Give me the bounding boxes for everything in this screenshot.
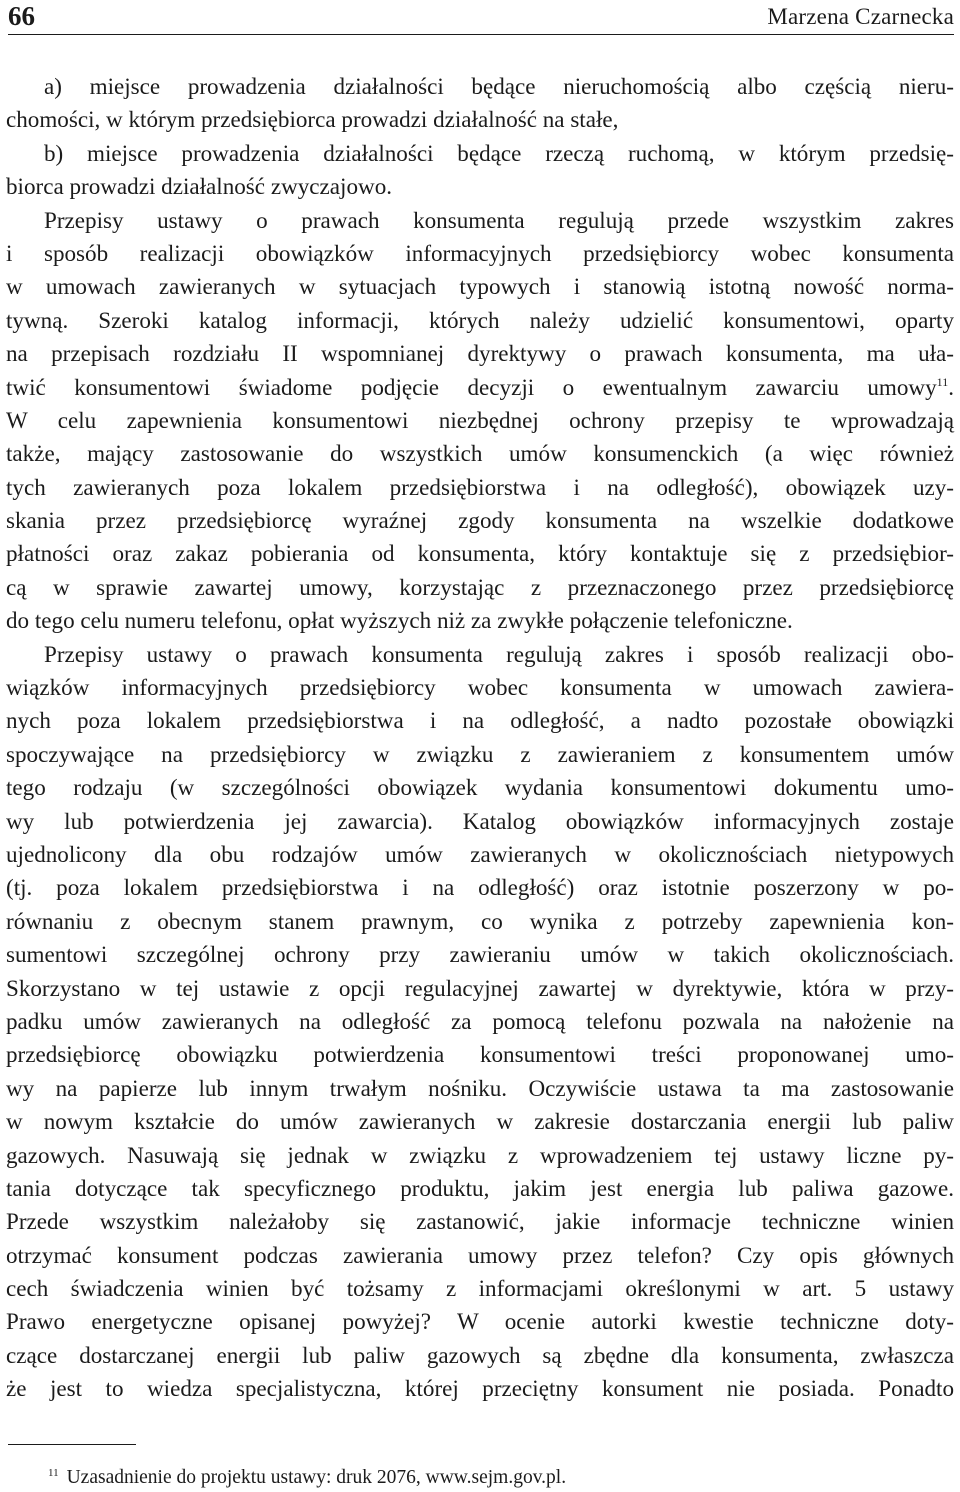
text-line [6, 537, 954, 570]
text-line-content: równaniu z obecnym stanem prawnym, co wynika z potrzeby zapewnienia kon- [6, 907, 954, 934]
footnote [48, 1461, 566, 1490]
text-line-content: sumentowi szczególnej ochrony przy zawieraniu umów w takich okolicznościach. [6, 941, 954, 968]
text-line [6, 404, 954, 437]
text-line-content: (tj. poza lokalem przedsiębiorstwa i na odległość) oraz istotnie poszerzony w po- [6, 874, 954, 901]
text-line [6, 571, 954, 604]
text-line [6, 871, 954, 904]
footnote-reference: 11 [936, 374, 949, 389]
text-line [6, 371, 954, 404]
text-line [6, 905, 954, 938]
text-line [6, 504, 954, 537]
text-line [6, 70, 954, 103]
text-line [6, 1072, 954, 1105]
text-line-content: przedsiębiorcę obowiązku potwierdzenia konsumentowi treści proponowanej umo- [6, 1041, 954, 1068]
text-line [6, 1139, 954, 1172]
text-line [6, 170, 954, 203]
text-line-content: że jest to wiedza specjalistyczna, której przeciętny konsument nie posiada. Ponadto [6, 1375, 954, 1402]
text-line [6, 1105, 954, 1138]
text-line [6, 204, 954, 237]
text-line-content: Przepisy ustawy o prawach konsumenta regulują przede wszystkim zakres [44, 206, 954, 233]
text-line-content: w umowach zawieranych w sytuacjach typowych i stanowią istotną nowość norma- [6, 273, 954, 300]
text-line [6, 638, 954, 671]
text-line [6, 1339, 954, 1372]
text-line-content: czące dostarczanej energii lub paliw gazowych są zbędne dla konsumenta, zwłaszcza [6, 1341, 954, 1368]
text-line-content: gazowych. Nasuwają się jednak w związku z wprowadzeniem tej ustawy liczne py- [6, 1141, 954, 1168]
text-line-content: twić konsumentowi świadome podjęcie decyzji o ewentualnym zawarciu umowy [6, 373, 937, 400]
text-line-content: chomości, w którym przedsiębiorca prowadzi działalność na stałe, [6, 106, 619, 133]
text-line-content: tania dotyczące tak specyficznego produktu, jakim jest energia lub paliwa gazowe. [6, 1174, 954, 1201]
text-line [6, 1305, 954, 1338]
text-line-content: nych poza lokalem przedsiębiorstwa i na odległość, a nadto pozostałe obowiązki [6, 707, 954, 734]
text-line [6, 1038, 954, 1071]
text-line [6, 671, 954, 704]
text-line [6, 270, 954, 303]
text-line [6, 103, 954, 136]
text-line [6, 1005, 954, 1038]
text-line-content: tego rodzaju (w szczególności obowiązek wydania konsumentowi dokumentu umo- [6, 774, 954, 801]
text-line-content: i sposób realizacji obowiązków informacyjnych przedsiębiorcy wobec konsumenta [6, 239, 954, 266]
text-line-content: otrzymać konsument podczas zawierania umowy przez telefon? Czy opis głównych [6, 1241, 954, 1268]
text-line [6, 1272, 954, 1305]
text-line-content: Skorzystano w tej ustawie z opcji regulacyjnej zawartej w dyrektywie, która w przy- [6, 974, 954, 1001]
text-line [6, 237, 954, 270]
text-line-tail: . [948, 373, 954, 400]
page-header [8, 0, 954, 35]
text-line-content: wy na papierze lub innym trwałym nośniku. Oczywiście ustawa ta ma zastosowanie [6, 1074, 954, 1101]
text-line-content: cą w sprawie zawartej umowy, korzystając z przeznaczonego przez przedsiębiorcę [6, 573, 954, 600]
text-line-content: Prawo energetyczne opisanej powyżej? W ocenie autorki kwestie techniczne doty- [6, 1308, 954, 1335]
text-line-content: a) miejsce prowadzenia działalności będące nieruchomością albo częścią nieru- [44, 73, 954, 99]
text-line-content: ujednolicony dla obu rodzajów umów zawieranych w okolicznościach nietypowych [6, 840, 954, 867]
text-line-content: biorca prowadzi działalność zwyczajowo. [6, 173, 393, 200]
text-line-content: do tego celu numeru telefonu, opłat wyższych niż za zwykłe połączenie telefoniczne. [6, 607, 793, 634]
text-line [6, 337, 954, 370]
text-line [6, 938, 954, 971]
text-line-content: Przede wszystkim należałoby się zastanowić, jakie informacje techniczne winien [6, 1208, 954, 1235]
text-line-content: padku umów zawieranych na odległość za pomocą telefonu pozwala na nałożenie na [6, 1007, 954, 1034]
text-line-content: tywną. Szeroki katalog informacji, których należy udzielić konsumentowi, oparty [6, 306, 954, 333]
body-text [6, 70, 954, 1406]
running-head-author: Marzena Czarnecka [767, 4, 954, 29]
text-line [6, 1239, 954, 1272]
text-line [6, 972, 954, 1005]
text-line [6, 304, 954, 337]
text-line [6, 137, 954, 170]
text-line [6, 1205, 954, 1238]
text-line [6, 704, 954, 737]
text-line [6, 1372, 954, 1405]
text-line-content: także, mający zastosowanie do wszystkich umów konsumenckich (a więc również [6, 440, 954, 467]
text-line [6, 437, 954, 470]
text-line [6, 471, 954, 504]
text-line-content: tych zawieranych poza lokalem przedsiębiorstwa i na odległość), obowiązek uzy- [6, 473, 954, 500]
page-number: 66 [8, 1, 35, 31]
text-line-content: Przepisy ustawy o prawach konsumenta regulują zakres i sposób realizacji obo- [44, 640, 954, 667]
text-line-content: skania przez przedsiębiorcę wyraźnej zgody konsumenta na wszelkie dodatkowe [6, 507, 954, 534]
text-line-content: wiązków informacyjnych przedsiębiorcy wobec konsumenta w umowach zawiera- [6, 674, 954, 701]
text-line-content: wy lub potwierdzenia jej zawarcia). Katalog obowiązków informacyjnych zostaje [6, 807, 954, 834]
text-line [6, 738, 954, 771]
footnote-separator [8, 1444, 136, 1445]
text-line [6, 1172, 954, 1205]
text-line-content: płatności oraz zakaz pobierania od konsumenta, który kontaktuje się z przedsiębior- [6, 540, 954, 567]
text-line-content: w nowym kształcie do umów zawieranych w zakresie dostarczania energii lub paliw [6, 1108, 954, 1135]
text-line [6, 805, 954, 838]
text-line-content: W celu zapewnienia konsumentowi niezbędnej ochrony przepisy te wprowadzają [6, 406, 954, 433]
text-line [6, 604, 954, 637]
text-line-content: b) miejsce prowadzenia działalności będące rzeczą ruchomą, w którym przedsię- [44, 139, 954, 166]
text-line-content: cech świadczenia winien być tożsamy z informacjami określonymi w art. 5 ustawy [6, 1275, 954, 1302]
footnote-number: 11 [48, 1467, 59, 1479]
text-line-content: spoczywające na przedsiębiorcy w związku z zawieraniem z konsumentem umów [6, 740, 954, 767]
text-line-content: na przepisach rozdziału II wspomnianej dyrektywy o prawach konsumenta, ma uła- [6, 340, 954, 367]
text-line [6, 771, 954, 804]
text-line [6, 838, 954, 871]
footnote-text: Uzasadnienie do projektu ustawy: druk 2076, www.sejm.gov.pl. [66, 1467, 567, 1488]
